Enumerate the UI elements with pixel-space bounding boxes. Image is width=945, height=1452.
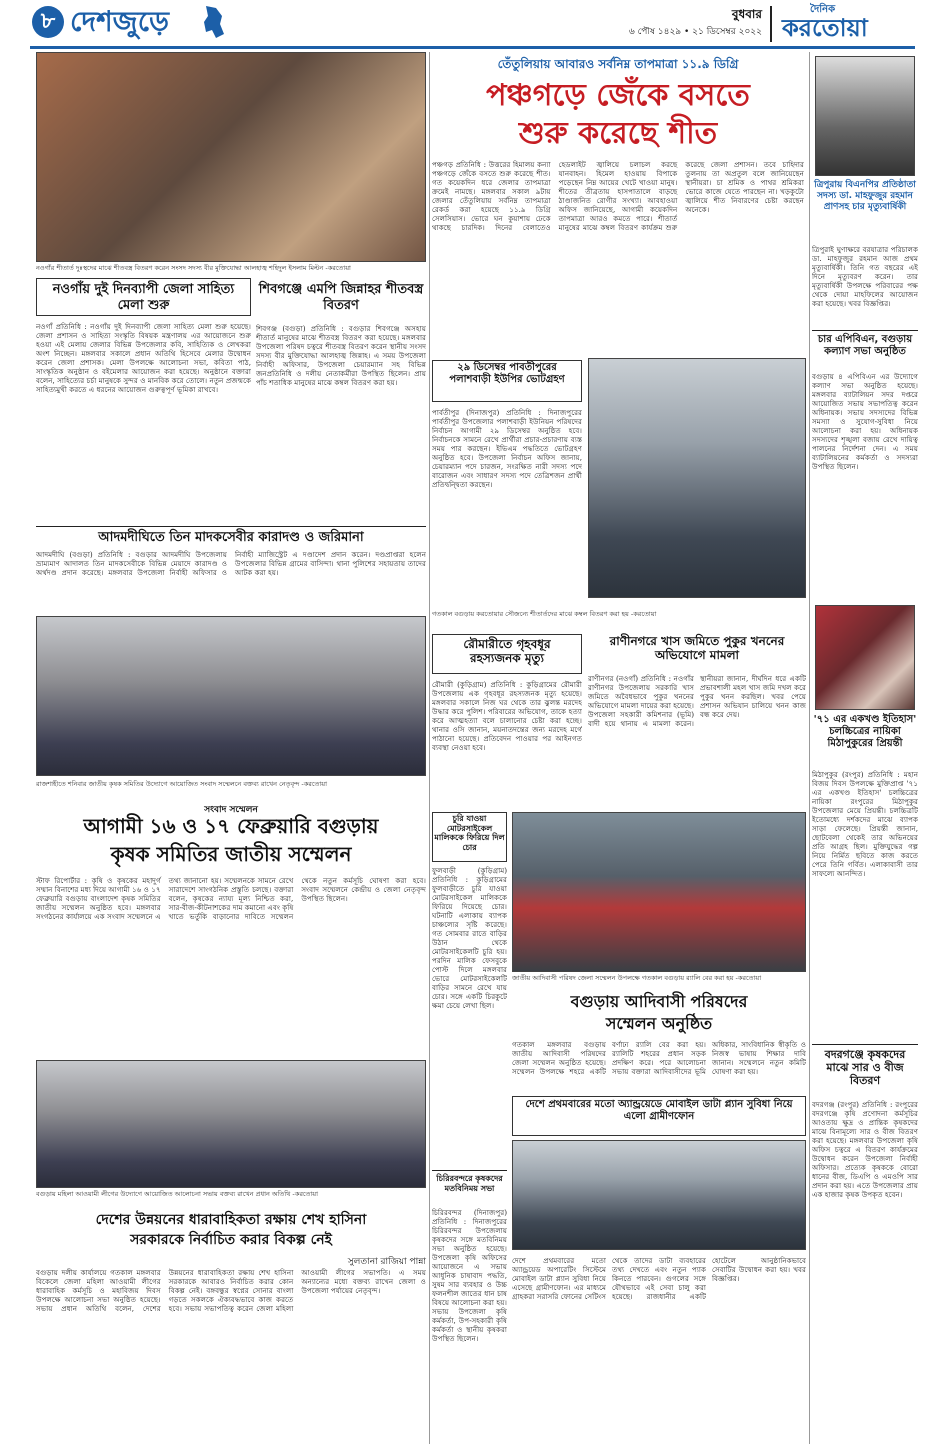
polashbari-body: পার্বতীপুর (দিনাজপুর) প্রতিনিধি : দিনাজপুরের পার্বতীপুর উপজেলার পলাশবাড়ী ইউনিয়ন পরিষদের নির্বাচন আগামী ২৯ ডিসেম্বর অনুষ্ঠিত হবে। নির্বাচনকে সামনে রেখে প্রার্থীরা প্রচার-প্রচারণায় ব্যস্ত সময় পার করছেন। ইভিএম পদ্ধতিতে ভোটগ্রহণ অনুষ্ঠিত হবে। উপজেলা নির্বাচন অফিস জানায়, চেয়ারম্যান পদে চারজন, সংরক্ষিত নারী সদস্য পদে বারোজন এবং সাধারণ সদস্য পদে তেত্রিশজন প্রার্থী প্রতিদ্বন্দ্বিতা করছেন। bbox=[432, 408, 582, 489]
adivasi-headline-1: বগুড়ায় আদিবাসী পরিষদের bbox=[570, 992, 748, 1011]
press-caption: রাজশাহীতে শনিবার জাতীয় কৃষক সমিতির উদ্যোগে আয়োজিত সংবাদ সম্মেলনে বক্তব্য রাখেন নেতৃবৃন্দ -করতোয়া bbox=[36, 780, 327, 788]
lead-headline-2: শুরু করেছে শীত bbox=[518, 116, 718, 151]
obit-portrait bbox=[815, 56, 915, 176]
krishak-body: স্টাফ রিপোর্টার : কৃষি ও কৃষকের মহাদুর্গ সম্মান বিনাশের মধ্য দিয়ে আগামী ১৬ ও ১৭ ফেব্রুয়ারি বগুড়ায় বাংলাদেশ কৃষক সমিতির জাতীয় সম্মেলন অনুষ্ঠিত হবে। মঙ্গলবার সংগঠনের কার্যালয়ে এক সংবাদ সম্মেলনে এ তথ্য জানানো হয়। সম্মেলনকে সামনে রেখে সারাদেশে সাংগঠনিক প্রস্তুতি চলছে। বক্তারা বলেন, কৃষকের ন্যায্য মূল্য নিশ্চিত করা, সার-বীজ-কীটনাশকের দাম কমানো এবং কৃষি খাতে ভর্তুকি বাড়ানোর দাবিতে সম্মেলন থেকে নতুন কর্মসূচি ঘোষণা করা হবে। সংবাদ সম্মেলনে কেন্দ্রীয় ও জেলা নেতৃবৃন্দ উপস্থিত ছিলেন। bbox=[36, 876, 426, 921]
heroine-photo bbox=[815, 605, 915, 710]
gp-photo bbox=[512, 1140, 806, 1250]
adivasi-body: গতকাল মঙ্গলবার বগুড়ায় জাতীয় আদিবাসী পরিষদের জেলা সম্মেলন অনুষ্ঠিত হয়েছে। সম্মেলন উপলক্ষে শহরে একটি বর্ণাঢ্য র‍্যালি বের করা হয়। র‍্যালিটি শহরের প্রধান সড়ক প্রদক্ষিণ করে। পরে আলোচনা সভায় বক্তারা আদিবাসীদের ভূমি অধিকার, সাংবিধানিক স্বীকৃতি ও নিজস্ব ভাষায় শিক্ষার দাবি জানান। সম্মেলনে নতুন কমিটি ঘোষণা করা হয়। bbox=[512, 1040, 806, 1076]
chiribandar-headline: চিরিরবন্দরে কৃষকদের মতবিনিময় সভা bbox=[436, 1174, 503, 1193]
charapbn-body: বগুড়ায় ৪ এপিবিএন এর উদ্যোগে কল্যাণ সভা অনুষ্ঠিত হয়েছে। মঙ্গলবার ব্যাটালিয়ন সদর দপ্তরে আয়োজিত সভায় সভাপতিত্ব করেন অধিনায়ক। সভায় সদস্যদের বিভিন্ন সমস্যা ও সুযোগ-সুবিধা নিয়ে আলোচনা করা হয়। অধিনায়ক সদস্যদের শৃঙ্খলা বজায় রেখে দায়িত্ব পালনের নির্দেশনা দেন। এ সময় ব্যাটালিয়নের কর্মকর্তা ও সদস্যরা উপস্থিত ছিলেন। bbox=[812, 372, 918, 471]
adivasi-headline-2: সম্মেলন অনুষ্ঠিত bbox=[605, 1014, 713, 1033]
shibganj-body: শিবগঞ্জ (বগুড়া) প্রতিনিধি : বগুড়ার শিবগঞ্জে অসহায় শীতার্ত মানুষের মাঝে শীতবস্ত্র বিতরণ করা হয়েছে। মঙ্গলবার উপজেলা পরিষদ চত্বরে শীতবস্ত্র বিতরণ করেন স্থানীয় সংসদ সদস্য বীর মুক্তিযোদ্ধা আলহাজ্ব জিন্নাহ। এ সময় উপজেলা নির্বাহী অফিসার, উপজেলা চেয়ারম্যান সহ বিভিন্ন জনপ্রতিনিধি ও দলীয় নেতাকর্মীরা উপস্থিত ছিলেন। প্রায় পাঁচ শতাধিক মানুষের মাঝে কম্বল বিতরণ করা হয়। bbox=[256, 324, 426, 387]
section-title: দেশজুড়ে bbox=[70, 5, 169, 38]
page-number-badge bbox=[32, 6, 64, 38]
hasina-headline-2: সরকারকে নির্বাচিত করার বিকল্প নেই bbox=[130, 1232, 332, 1248]
paper-name: করতোয়া bbox=[782, 14, 868, 42]
adamdighi-headline: আদমদীঘিতে তিন মাদকসেবীর কারাদণ্ড ও জরিমানা bbox=[98, 530, 364, 545]
day-label: বুধবার bbox=[731, 7, 762, 21]
heroine-headline: '৭১ এর একখণ্ড ইতিহাস' চলচ্চিত্রের নায়িকা মিঠাপুকুরের প্রিয়ন্তী bbox=[813, 714, 917, 749]
shibganj-headline: শিবগঞ্জে এমপি জিন্নাহর শীতবস্ত্র বিতরণ bbox=[258, 282, 424, 313]
date-label: ৬ পৌষ ১৪২৯ • ২১ ডিসেম্বর ২০২২ bbox=[628, 27, 762, 37]
badarganj-body: বদরগঞ্জ (রংপুর) প্রতিনিধি : রংপুরের বদরগঞ্জে কৃষি প্রণোদনা কর্মসূচির আওতায় ক্ষুদ্র ও প্রান্তিক কৃষকদের মাঝে বিনামূল্যে সার ও বীজ বিতরণ করা হয়েছে। মঙ্গলবার উপজেলা কৃষি অফিস চত্বরে এ বিতরণ কার্যক্রমের উদ্বোধন করেন উপজেলা নির্বাহী অফিসার। প্রত্যেক কৃষককে বোরো ধানের বীজ, ডিএপি ও এমওপি সার প্রদান করা হয়। এতে উপজেলার প্রায় এক হাজার কৃষক উপকৃত হবেন। bbox=[812, 1100, 918, 1199]
gp-headline: দেশে প্রথমবারের মতো অ্যান্ড্রয়েডে মোবাইল ডাটা প্ল্যান সুবিধা নিয়ে এলো গ্রামীণফোন bbox=[525, 1099, 793, 1122]
krishak-headline-1: আগামী ১৬ ও ১৭ ফেব্রুয়ারি বগুড়ায় bbox=[83, 814, 379, 838]
press-photo bbox=[36, 616, 426, 776]
divider bbox=[812, 1044, 918, 1045]
divider bbox=[432, 1170, 507, 1171]
krishak-kicker: সংবাদ সম্মেলন bbox=[204, 805, 258, 815]
top-photo-caption: নওগাঁর শীতার্ত দুঃস্থদের মাঝে শীতবস্ত্র বিতরণ করেন সংসদ সদস্য বীর মুক্তিযোদ্ধা আলহাজ্ব শহিদুল ইসলাম মিল্টন -করতোয়া bbox=[36, 264, 351, 272]
motorcycle-headline: চুরি যাওয়া মোটরসাইকেল মালিককে ফিরিয়ে দিল চোর bbox=[434, 814, 505, 852]
masthead-divider bbox=[770, 6, 772, 42]
column-rule bbox=[809, 52, 810, 1444]
roumari-body: রৌমারী (কুড়িগ্রাম) প্রতিনিধি : কুড়িগ্রামের রৌমারী উপজেলায় এক গৃহবধূর রহস্যজনক মৃত্যু হয়েছে। মঙ্গলবার সকালে নিজ ঘর থেকে তার ঝুলন্ত মরদেহ উদ্ধার করে পুলিশ। পরিবারের অভিযোগ, তাকে হত্যা করে আত্মহত্যা বলে চালানোর চেষ্টা করা হচ্ছে। থানার ওসি জানান, ময়নাতদন্তের জন্য মরদেহ মর্গে পাঠানো হয়েছে। প্রতিবেদন পাওয়ার পর আইনগত ব্যবস্থা নেওয়া হবে। bbox=[432, 680, 582, 752]
sahitya-headline: নওগাঁয় দুই দিনব্যাপী জেলা সাহিত্য মেলা শুরু bbox=[52, 282, 235, 313]
divider bbox=[812, 330, 918, 331]
heroine-body: মিঠাপুকুর (রংপুর) প্রতিনিধি : মহান বিজয় দিবস উপলক্ষে মুক্তিপ্রাপ্ত '৭১ এর একখণ্ড ইতিহাস' চলচ্চিত্রের নায়িকা রংপুরের মিঠাপুকুর উপজেলার মেয়ে প্রিয়ন্তী। চলচ্চিত্রটি ইতোমধ্যে দর্শকদের মাঝে ব্যাপক সাড়া ফেলেছে। প্রিয়ন্তী জানান, ছোটবেলা থেকেই তার অভিনয়ের প্রতি আগ্রহ ছিল। মুক্তিযুদ্ধের গল্প নিয়ে নির্মিত ছবিতে কাজ করতে পেরে তিনি গর্বিত। এলাকাবাসী তার সাফল্যে আনন্দিত। bbox=[812, 770, 918, 878]
krishak-headline-2: কৃষক সমিতির জাতীয় সম্মেলন bbox=[110, 842, 352, 866]
obit-body: ত্রিপুরাই ঘুণাক্ষরে বরযাত্রার পরিচালক ডা. মাহফুজুর রহমান আজ প্রথম মৃত্যুবার্ষিকী। তিনি গত বছরের এই দিনে মৃত্যুবরণ করেন। তার মৃত্যুবার্ষিকী উপলক্ষে পরিবারের পক্ষ থেকে দোয়া মাহফিলের আয়োজন করা হয়েছে। খবর বিজ্ঞপ্তির। bbox=[812, 245, 918, 308]
column-rule bbox=[429, 52, 430, 1444]
sahitya-body: নওগাঁ প্রতিনিধি : নওগাঁয় দুই দিনব্যাপী জেলা সাহিত্য মেলা শুরু হয়েছে। জেলা প্রশাসন ও সাহিত্য সংস্কৃতি বিষয়ক মন্ত্রণালয় এর আয়োজনে শুরু হওয়া এই মেলায় জেলার বিভিন্ন উপজেলার কবি, সাহিত্যিক ও লেখকরা অংশ নিচ্ছেন। মঙ্গলবার সকালে প্রধান অতিথি হিসেবে মেলার উদ্বোধন করেন জেলা প্রশাসক। মেলা উপলক্ষে আলোচনা সভা, কবিতা পাঠ, সাংস্কৃতিক অনুষ্ঠান ও বইমেলার আয়োজন করা হয়েছে। অনুষ্ঠানে বক্তারা বলেন, সাহিত্যের চর্চা মানুষকে সুন্দর ও মানবিক করে তোলে। নতুন প্রজন্মকে সাহিত্যমুখী করতে এ ধরনের আয়োজন গুরুত্বপূর্ণ ভূমিকা রাখবে। bbox=[36, 322, 251, 394]
page-number: ৮ bbox=[40, 9, 56, 34]
blanket-photo bbox=[588, 358, 806, 598]
obit-headline: ত্রিপুরায় বিএনপির প্রতিষ্ঠাতা সদস্য ডা. মাহফুজুর রহমান প্রাণসহ চার মৃত্যুবার্ষিকী bbox=[814, 180, 916, 212]
gp-body: দেশে প্রথমবারের মতো অ্যান্ড্রয়েড অপারেটিং সিস্টেমে মোবাইল ডাটা প্ল্যান সুবিধা নিয়ে এসেছে গ্রামীণফোন। এর মাধ্যমে গ্রাহকরা সরাসরি ফোনের সেটিংস থেকে তাদের ডাটা ব্যবহারের তথ্য দেখতে এবং নতুন প্যাক কিনতে পারবেন। গুগলের সঙ্গে যৌথভাবে এই সেবা চালু করা হয়েছে। রাজধানীর একটি হোটেলে আনুষ্ঠানিকভাবে সেবাটির উদ্বোধন করা হয়। খবর বিজ্ঞপ্তির। bbox=[512, 1256, 806, 1301]
motorcycle-body: ফুলবাড়ী (কুড়িগ্রাম) প্রতিনিধি : কুড়িগ্রামের ফুলবাড়ীতে চুরি যাওয়া মোটরসাইকেল মালিককে ফিরিয়ে দিয়েছে চোর। ঘটনাটি এলাকায় ব্যাপক চাঞ্চল্যের সৃষ্টি করেছে। গত সোমবার রাতে বাড়ির উঠান থেকে মোটরসাইকেলটি চুরি হয়। পরদিন মালিক ফেসবুকে পোস্ট দিলে মঙ্গলবার ভোরে মোটরসাইকেলটি বাড়ির সামনে রেখে যায় চোর। সঙ্গে একটি চিরকুটে ক্ষমা চেয়ে লেখা ছিল। bbox=[432, 866, 507, 1010]
chiribandar-body: চিরিরবন্দর (দিনাজপুর) প্রতিনিধি : দিনাজপুরের চিরিরবন্দর উপজেলায় কৃষকদের সঙ্গে মতবিনিময় সভা অনুষ্ঠিত হয়েছে। উপজেলা কৃষি অফিসের আয়োজনে এ সভায় আধুনিক চাষাবাদ পদ্ধতি, সুষম সার ব্যবহার ও উচ্চ ফলনশীল জাতের ধান চাষ বিষয়ে আলোচনা করা হয়। সভায় উপজেলা কৃষি কর্মকর্তা, উপ-সহকারী কৃষি কর্মকর্তা ও স্থানীয় কৃষকরা উপস্থিত ছিলেন। bbox=[432, 1208, 507, 1343]
masthead bbox=[0, 0, 945, 50]
adivasi-photo bbox=[512, 812, 806, 972]
badarganj-headline: বদরগঞ্জে কৃষকদের মাঝে সার ও বীজ বিতরণ bbox=[824, 1048, 906, 1088]
hasina-body: বগুড়ায় দলীয় কার্যালয়ে গতকাল মঙ্গলবার বিকেলে জেলা মহিলা আওয়ামী লীগের ধারাবাহিক কর্মসূচি ও মহাবিজয় দিবস উপলক্ষে আলোচনা সভা অনুষ্ঠিত হয়েছে। সভায় প্রধান অতিথি বলেন, দেশের উন্নয়নের ধারাবাহিকতা রক্ষায় শেখ হাসিনা সরকারকে আবারও নির্বাচিত করার কোন বিকল্প নেই। বঙ্গবন্ধুর স্বপ্নের সোনার বাংলা গড়তে সকলকে ঐক্যবদ্ধভাবে কাজ করতে হবে। সভায় সভাপতিত্ব করেন জেলা মহিলা আওয়ামী লীগের সভাপতি। এ সময় অন্যান্যের মধ্যে বক্তব্য রাখেন জেলা ও উপজেলা পর্যায়ের নেতৃবৃন্দ। bbox=[36, 1268, 426, 1313]
polashbari-headline: ২৯ ডিসেম্বর পাবতীপুরের পলাশবাড়ী ইউপির ভোটগ্রহণ bbox=[449, 362, 565, 385]
adamdighi-body: আদমদীঘি (বগুড়া) প্রতিনিধি : বগুড়ার আদমদীঘি উপজেলায় ভ্রাম্যমাণ আদালত তিন মাদকসেবীকে বিভিন্ন মেয়াদে কারাদণ্ড ও অর্থদণ্ড প্রদান করেছে। মঙ্গলবার উপজেলা নির্বাহী অফিসার ও নির্বাহী ম্যাজিস্ট্রেট এ দণ্ডাদেশ প্রদান করেন। দণ্ডপ্রাপ্তরা হলেন উপজেলার বিভিন্ন গ্রামের বাসিন্দা। থানা পুলিশের সহায়তায় তাদের আটক করা হয়। bbox=[36, 550, 426, 577]
roumari-headline: রৌমারীতে গৃহবধূর রহস্যজনক মৃত্যু bbox=[463, 637, 551, 666]
women-photo bbox=[36, 1060, 426, 1188]
ranigar-headline: রাণীনগরে খাস জমিতে পুকুর খননের অভিযোগে মামলা bbox=[609, 634, 785, 663]
hasina-headline-1: দেশের উন্নয়নের ধারাবাহিকতা রক্ষায় শেখ হাসিনা bbox=[95, 1212, 367, 1228]
masthead-rule bbox=[30, 46, 915, 49]
lead-body: পঞ্চগড় প্রতিনিধি : উত্তরের হিমালয় কন্যা পঞ্চগড়ে জেঁকে বসতে শুরু করেছে শীত। গত কয়েকদিন ধরে জেলার তাপমাত্রা ক্রমেই নামছে। মঙ্গলবার সকাল ৯টায় জেলার তেঁতুলিয়ায় সর্বনিম্ন তাপমাত্রা রেকর্ড করা হয়েছে ১১.৯ ডিগ্রি সেলসিয়াস। ভোরে ঘন কুয়াশায় ঢেকে থাকছে চারদিক। দিনের বেলাতেও হেডলাইট জ্বালিয়ে চলাচল করছে যানবাহন। হিমেল হাওয়ায় বিপাকে পড়েছেন নিম্ন আয়ের খেটে খাওয়া মানুষ। শীতের তীব্রতায় হাসপাতালে বাড়ছে ঠাণ্ডাজনিত রোগীর সংখ্যা। আবহাওয়া অফিস জানিয়েছে, আগামী কয়েকদিন তাপমাত্রা আরও কমতে পারে। শীতার্ত মানুষের মাঝে কম্বল বিতরণ কার্যক্রম শুরু করেছে জেলা প্রশাসন। তবে চাহিদার তুলনায় তা অপ্রতুল বলে জানিয়েছেন স্থানীয়রা। চা শ্রমিক ও পাথর শ্রমিকরা ভোরে কাজে যেতে পারছেন না। খড়কুটো জ্বালিয়ে শীত নিবারণের চেষ্টা করছেন অনেকে। bbox=[432, 160, 804, 232]
adivasi-caption: জাতীয় আদিবাসী পরিষদ জেলা সম্মেলন উপলক্ষে গতকাল বগুড়ায় র‍্যালি বের করা হয় -করতোয়া bbox=[512, 974, 762, 982]
bangladesh-map-icon bbox=[200, 4, 226, 40]
hasina-byline: সুলতানা রাজিয়া পান্না bbox=[347, 1257, 426, 1267]
blanket-caption: গতকাল বগুড়ায় করতোয়ার সৌজন্যে শীতার্তদের মাঝে কম্বল বিতরণ করা হয় -করতোয়া bbox=[432, 610, 657, 618]
lead-kicker: তেঁতুলিয়ায় আবারও সর্বনিম্ন তাপমাত্রা ১১.৯ ডিগ্রি bbox=[497, 57, 739, 71]
divider bbox=[36, 526, 426, 527]
women-caption: বগুড়ায় মহিলা আওয়ামী লীগের উদ্যোগে আয়োজিত আলোচনা সভায় বক্তব্য রাখেন প্রধান অতিথি -করতোয়া bbox=[36, 1190, 318, 1198]
ranigar-body: রাণীনগর (নওগাঁ) প্রতিনিধি : নওগাঁর রাণীনগর উপজেলায় সরকারি খাস জমিতে অবৈধভাবে পুকুর খননের অভিযোগে মামলা দায়ের করা হয়েছে। উপজেলা সহকারী কমিশনার (ভূমি) বাদী হয়ে থানায় এ মামলা করেন। স্থানীয়রা জানান, দীর্ঘদিন ধরে একটি প্রভাবশালী মহল খাস জমি দখল করে পুকুর খনন করছিল। খবর পেয়ে প্রশাসন অভিযান চালিয়ে খনন কাজ বন্ধ করে দেয়। bbox=[588, 674, 806, 728]
paper-name-small: দৈনিক bbox=[810, 4, 836, 15]
charapbn-headline: চার এপিবিএন, বগুড়ায় কল্যাণ সভা অনুষ্ঠিত bbox=[817, 334, 913, 357]
lead-headline-1: পঞ্চগড়ে জেঁকে বসতে bbox=[486, 78, 750, 113]
top-photo bbox=[36, 52, 426, 262]
